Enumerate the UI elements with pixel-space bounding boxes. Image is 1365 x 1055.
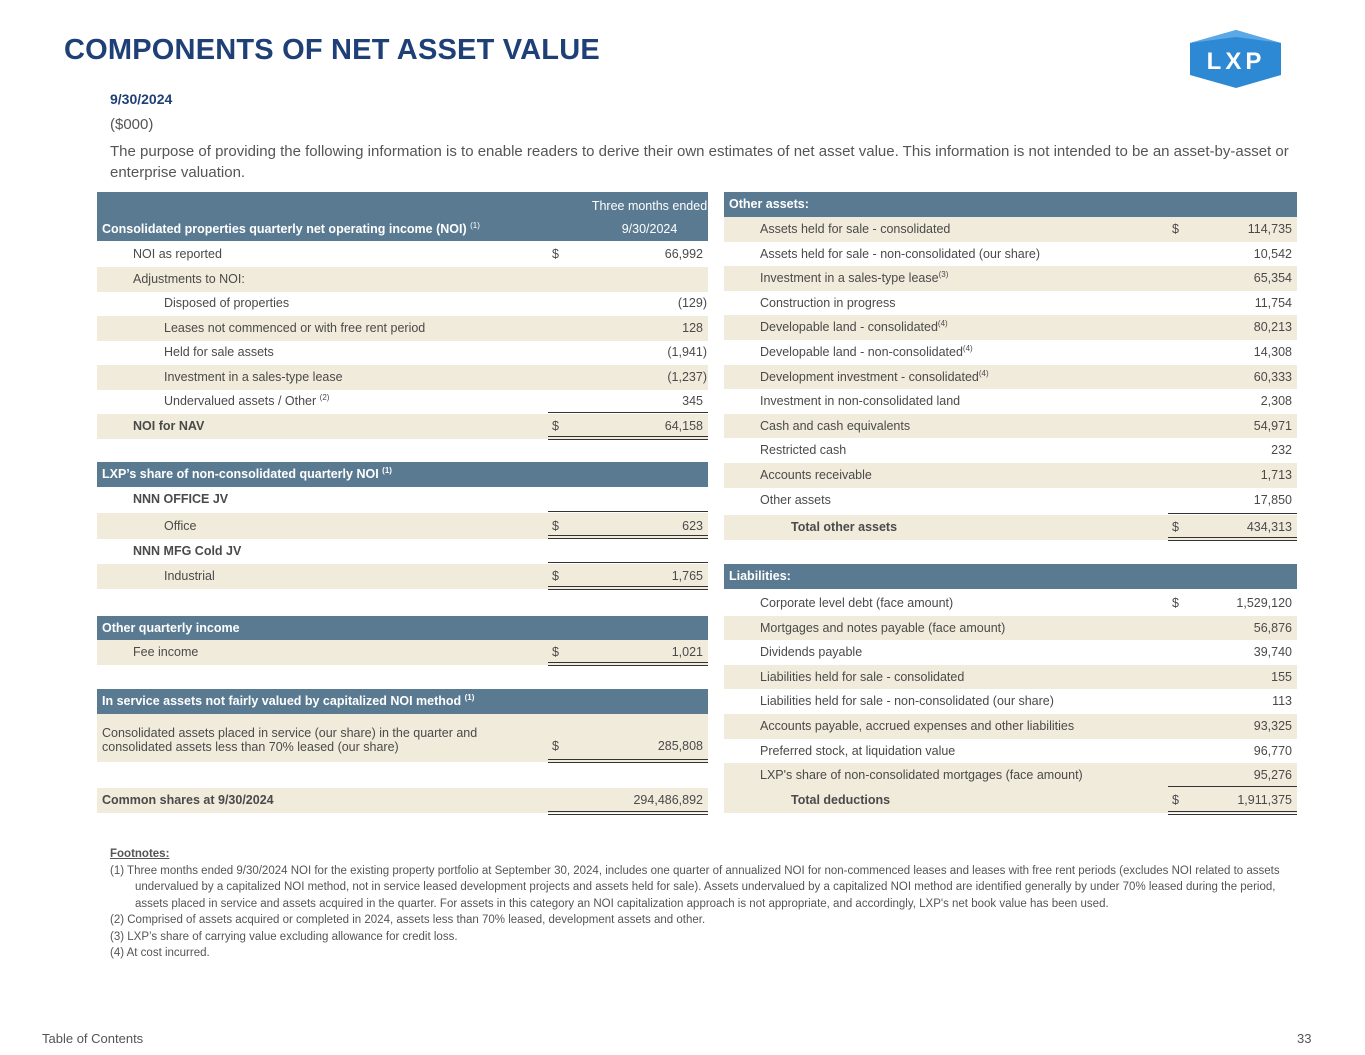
- row-value: 39,740: [1253, 645, 1292, 660]
- table-row: [724, 488, 1297, 513]
- row-value: 232: [1271, 443, 1292, 458]
- row-value: 2,308: [1260, 394, 1292, 409]
- table-row: Disposed of properties (129): [164, 296, 707, 310]
- row-label: Development investment - consolidated$^{(4)}$: [760, 368, 989, 384]
- logo-text: LXP: [1206, 48, 1266, 75]
- table-row: [724, 616, 1297, 641]
- row-value: 56,876: [1253, 620, 1292, 635]
- table-row: Leases not commenced or with free rent period 128: [97, 316, 708, 341]
- row-value: 155: [1271, 669, 1292, 684]
- section-header: LXP’s share of non-consolidated quarterly NOI $^{(1)}$: [97, 462, 708, 487]
- row-value: 1,529,120: [1236, 596, 1292, 610]
- row-label: Assets held for sale - non-consolidated (our share): [760, 246, 1041, 261]
- row-value: 95,276: [1253, 768, 1292, 783]
- row-value: 17,850: [1253, 492, 1292, 507]
- currency-symbol: $: [1172, 596, 1179, 610]
- table-row: [724, 389, 1297, 414]
- row-value: 114,735: [1247, 222, 1292, 236]
- table-row: Office $ 623: [97, 513, 708, 539]
- table-row: [724, 242, 1297, 267]
- table-of-contents-link[interactable]: Table of Contents: [42, 1031, 144, 1046]
- table-row: Fee income $ 1,021: [97, 640, 708, 665]
- section-header: Other assets:: [724, 192, 1297, 217]
- footnote-1: (1) Three months ended 9/30/2024 NOI for the existing property portfolio at September 30, 2024, includes one quarter of annualized NOI for non-commenced leases and leases with free rent periods (excludes NOI related to assets undervalued by a capitalized NOI method, not in service leased development projects and assets held for sale). Assets undervalued by a capitalized NOI method are identified generally by under 70% leased during the period, assets placed in service and assets acquired in the quarter. For assets in this category an NOI capitalization approach is not appropriate, and accordingly, LXP's net book value has been used.: [110, 864, 1280, 910]
- row-label: Cash and cash equivalents: [760, 418, 911, 433]
- currency-symbol: $: [1172, 222, 1179, 236]
- row-label: Investment in non-consolidated land: [760, 394, 961, 409]
- row-label: Construction in progress: [760, 295, 896, 310]
- purpose-text: The purpose of providing the following information is to enable readers to derive their own estimates of net asset value. This information is not intended to be an asset-by-asset or enterprise valuation.: [110, 143, 1289, 181]
- table-row: Adjustments to NOI:: [97, 267, 708, 292]
- table-row: Industrial $ 1,765: [97, 564, 708, 589]
- footnotes-heading: Footnotes:: [110, 848, 170, 860]
- page-title: COMPONENTS OF NET ASSET VALUE: [64, 34, 600, 66]
- noi-header-label: Consolidated properties quarterly net operating income (NOI) $^{(1)}$: [102, 220, 480, 236]
- common-shares-row: Common shares at 9/30/2024 294,486,892: [97, 788, 708, 813]
- table-row: Investment in a sales-type lease (1,237): [97, 365, 708, 390]
- row-label: Developable land - non-consolidated$^{(4)}$: [760, 343, 973, 359]
- row-value: 14,308: [1253, 345, 1292, 359]
- table-row: [724, 689, 1297, 714]
- table-row: [724, 291, 1297, 316]
- row-label: Mortgages and notes payable (face amount): [760, 620, 1006, 635]
- row-value: 10,542: [1253, 246, 1292, 261]
- row-value: 1,713: [1260, 468, 1292, 482]
- section-header: Other quarterly income: [97, 616, 708, 641]
- row-label: Accounts receivable: [760, 468, 872, 482]
- footnotes: [110, 846, 1290, 962]
- table-row: Consolidated assets placed in service (our share) in the quarter and consolidated assets less than 70% leased (our share) $ 285,808: [97, 714, 708, 762]
- table-row: [724, 763, 1297, 788]
- row-label: Dividends payable: [760, 645, 863, 660]
- row-label: Preferred stock, at liquidation value: [760, 743, 956, 758]
- column-header-line1: Three months ended: [591, 199, 708, 213]
- table-row: [724, 591, 1297, 616]
- table-row: [724, 714, 1297, 739]
- column-header-line2: 9/30/2024: [621, 222, 678, 236]
- row-value: 93,325: [1253, 719, 1292, 733]
- footnote-3: (3) LXP’s share of carrying value excluding allowance for credit loss.: [110, 930, 458, 943]
- table-row: [724, 266, 1297, 291]
- row-value: 65,354: [1253, 271, 1292, 286]
- table-row: [724, 438, 1297, 463]
- table-row: NNN OFFICE JV: [133, 492, 229, 506]
- row-label: Investment in a sales-type lease$^{(3)}$: [760, 270, 949, 286]
- row-label: Liabilities held for sale - non-consolidated (our share): [760, 694, 1054, 709]
- table-row: Undervalued assets / Other $^{(2)}$ 345: [164, 392, 703, 408]
- lxp-logo: [1187, 29, 1284, 94]
- row-label: Other assets: [760, 492, 831, 507]
- noi-table-header: [97, 192, 708, 241]
- table-row: [724, 315, 1297, 340]
- row-value: 54,971: [1253, 418, 1292, 433]
- report-date: 9/30/2024: [110, 91, 173, 107]
- row-value: 11,754: [1254, 295, 1292, 310]
- table-row: [724, 217, 1297, 242]
- units-label: ($000): [110, 116, 154, 133]
- row-label: Assets held for sale - consolidated: [760, 222, 951, 236]
- row-label: Corporate level debt (face amount): [760, 596, 954, 610]
- section-header: Liabilities:: [724, 564, 1297, 589]
- table-row: [724, 414, 1297, 439]
- table-row: [724, 739, 1297, 764]
- row-value: 113: [1272, 694, 1292, 709]
- table-row: [724, 665, 1297, 690]
- noi-for-nav-row: NOI for NAV $ 64,158: [97, 414, 708, 439]
- row-label: Liabilities held for sale - consolidated: [760, 669, 965, 684]
- row-label: Accounts payable, accrued expenses and other liabilities: [760, 719, 1075, 733]
- table-row: Held for sale assets (1,941): [164, 345, 707, 359]
- section-header: In service assets not fairly valued by capitalized NOI method $^{(1)}$: [97, 689, 708, 714]
- row-value: 96,770: [1253, 743, 1292, 758]
- total-other-assets-row: Total other assets $ 434,313: [724, 515, 1297, 540]
- table-row: [724, 340, 1297, 365]
- table-row: [724, 640, 1297, 665]
- page-number: 33: [1297, 1031, 1312, 1046]
- table-row: NOI as reported $ 66,992: [133, 247, 703, 261]
- total-deductions-row: Total deductions $ 1,911,375: [724, 788, 1297, 813]
- footnote-4: (4) At cost incurred.: [110, 947, 210, 959]
- table-row: [724, 365, 1297, 390]
- table-row: [724, 463, 1297, 488]
- row-value: 80,213: [1253, 320, 1292, 335]
- footnote-2: (2) Comprised of assets acquired or completed in 2024, assets less than 70% leased, development assets and other.: [110, 914, 706, 926]
- row-label: LXP's share of non-consolidated mortgages (face amount): [760, 768, 1083, 783]
- row-value: 60,333: [1253, 369, 1292, 384]
- table-row: NNN MFG Cold JV: [133, 544, 242, 558]
- row-label: Developable land - consolidated$^{(4)}$: [760, 319, 948, 335]
- row-label: Restricted cash: [760, 443, 847, 458]
